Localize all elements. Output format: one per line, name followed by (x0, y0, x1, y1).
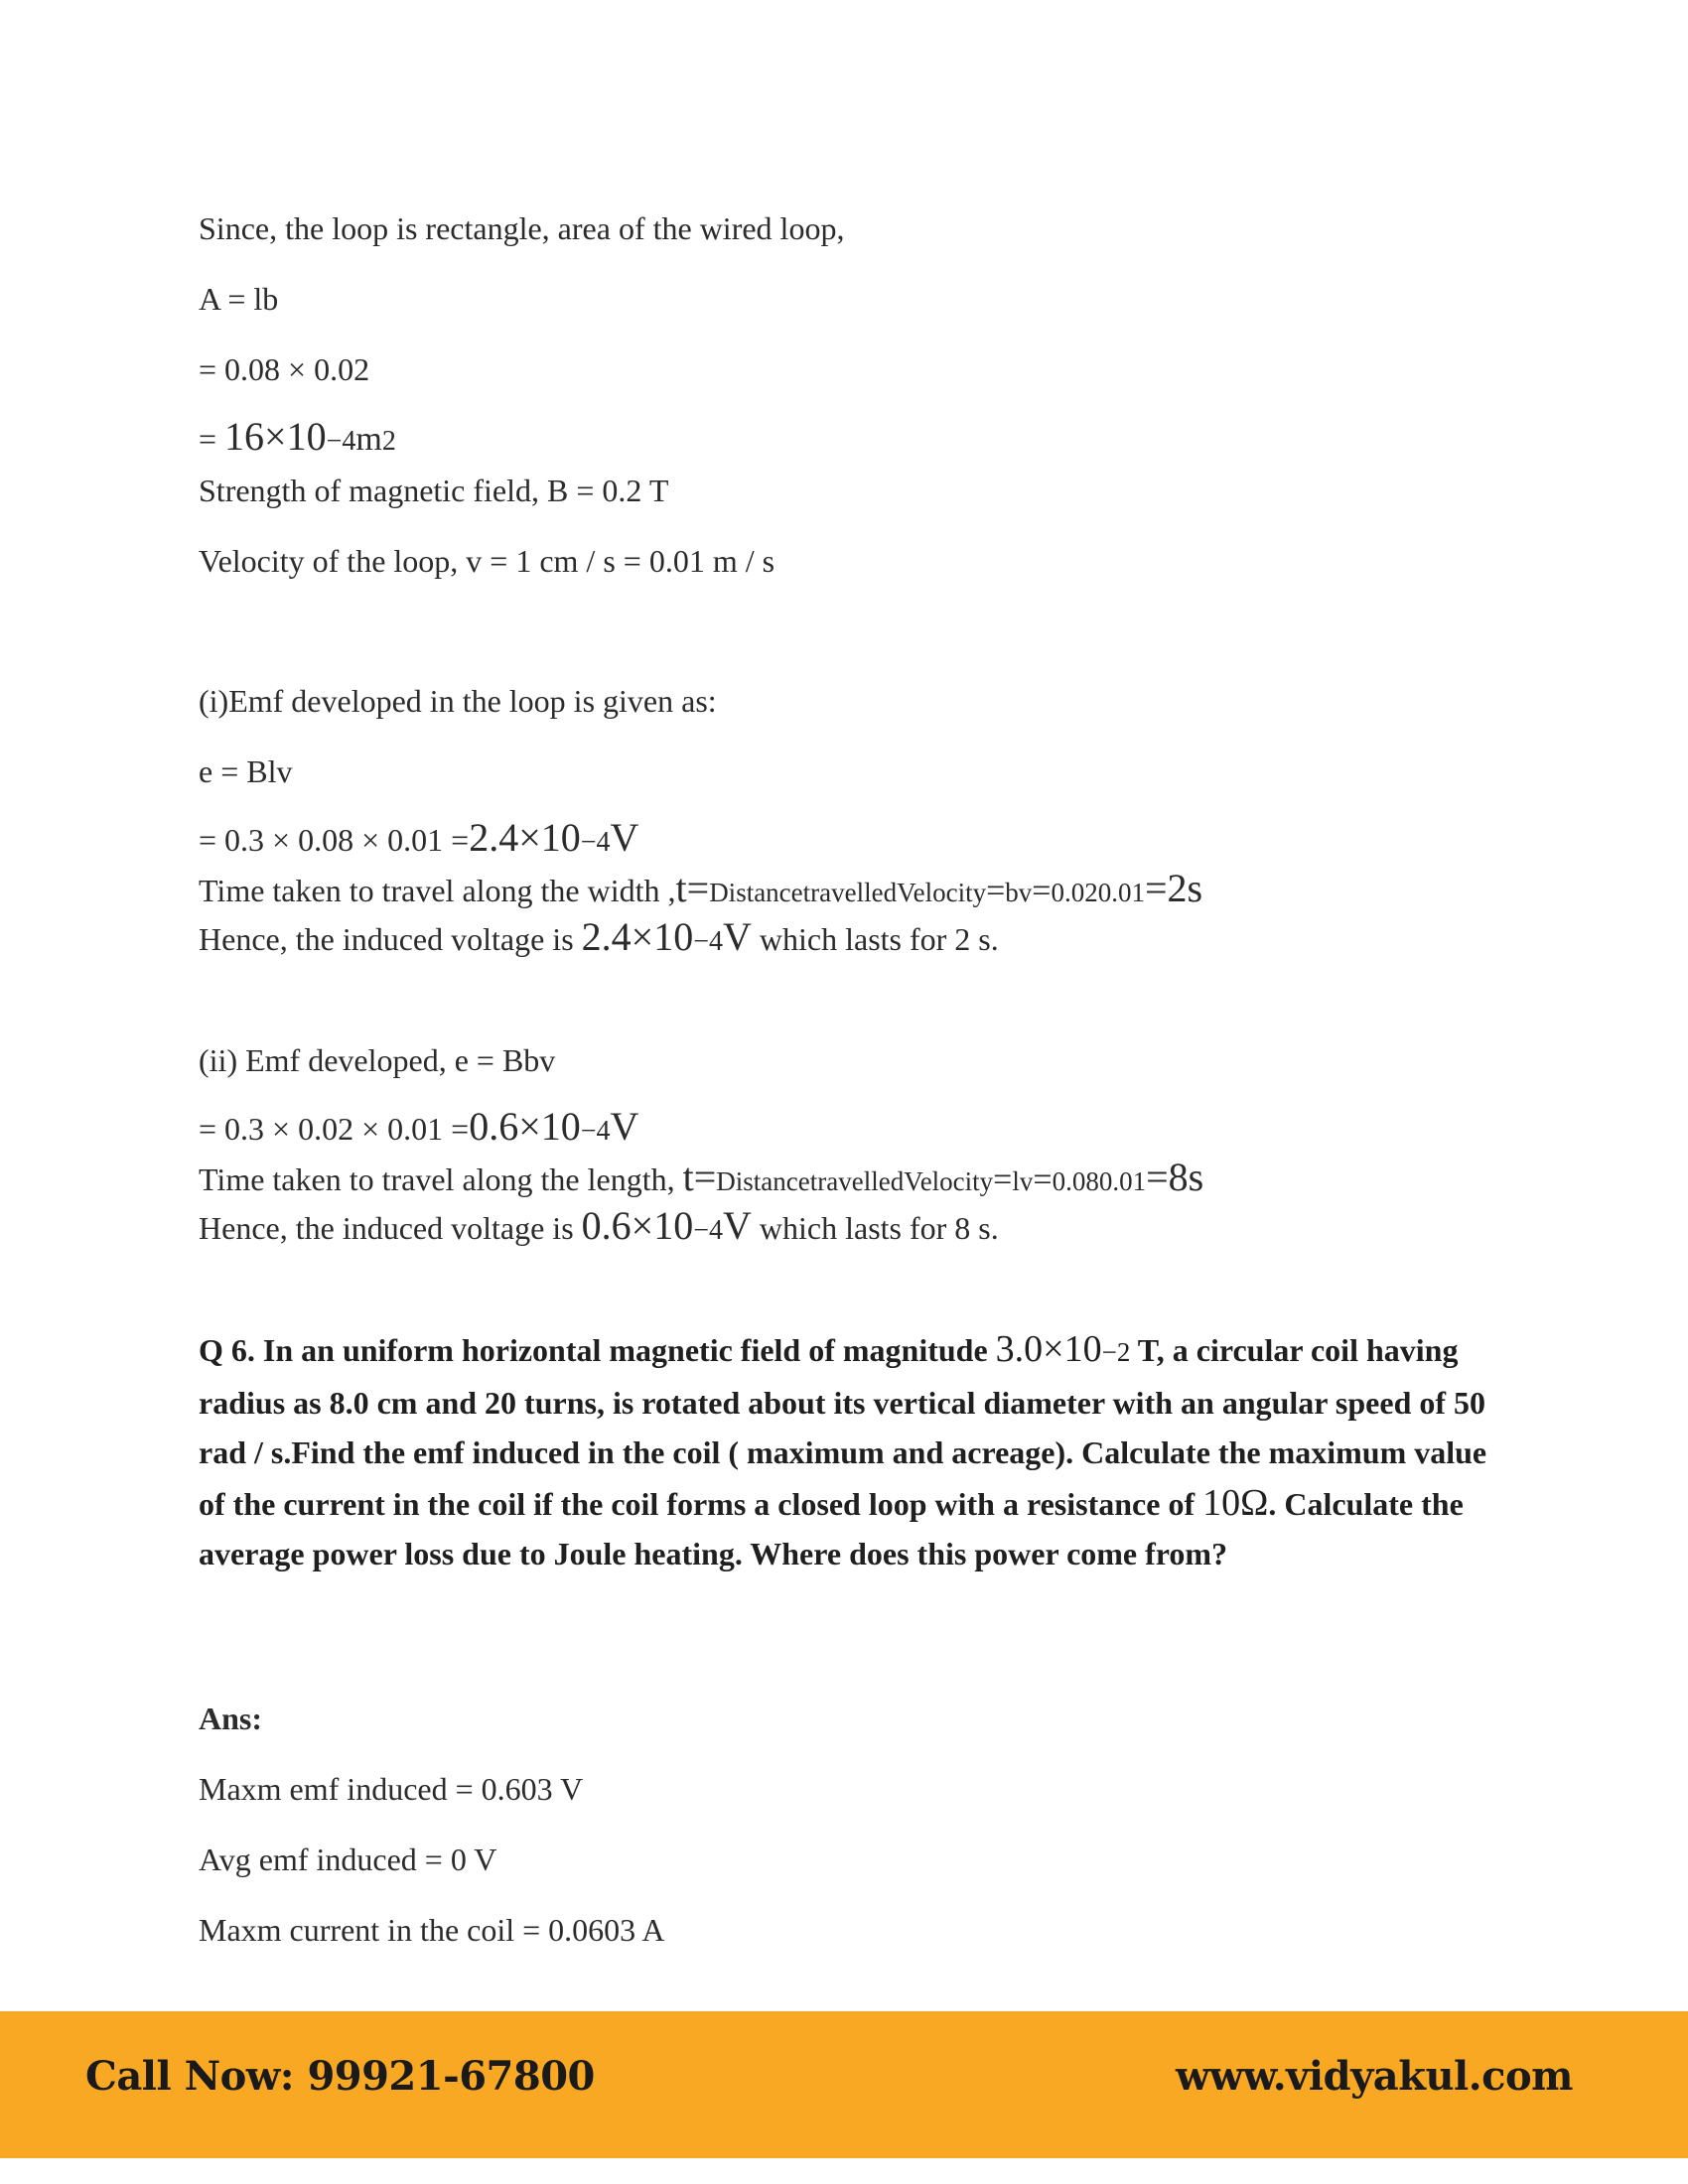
text: . Calculate the average power loss due to Joule heating. Where does this power come from? (199, 1485, 1464, 1571)
text: Hence, the induced voltage is (199, 921, 582, 957)
math: = (993, 1161, 1013, 1198)
text: which lasts for 2 s. (751, 921, 999, 957)
math: 0.6×10 (469, 1104, 581, 1149)
math-exponent: −2 (1101, 1337, 1131, 1367)
text: Hence, the induced voltage is (199, 1210, 582, 1246)
text-line-time-length (199, 1155, 1204, 1201)
math-fraction: DistancetravelledVelocity (709, 878, 987, 907)
math: 16×10 (224, 414, 327, 459)
text: = 0.3 × 0.02 × 0.01 = (199, 1111, 470, 1147)
answer-max-emf: Maxm emf induced = 0.603 V (199, 1771, 584, 1807)
math-exponent: −4 (326, 426, 356, 457)
math-exponent: −4 (580, 1116, 611, 1147)
math: 0.6×10 (581, 1203, 694, 1248)
text: Q 6. In an uniform horizontal magnetic field of magnitude (199, 1332, 996, 1368)
math-unit: V (610, 815, 639, 860)
text: which lasts for 8 s. (751, 1210, 999, 1246)
text-line-time-width (199, 866, 1203, 912)
text-line-conclusion-ii (199, 1203, 999, 1251)
text-line-part-ii-heading: (ii) Emf developed, e = Bbv (199, 1042, 556, 1078)
text: T, a circular coil having radius as 8.0 cm and 20 turns, is rotated about its vertical diameter with an angular speed of 50 rad / s.Find the emf induced in the coil ( maximum and acreage). Calculate the maximum value of the current in the coil if the coil forms a closed loop with a resistance of (199, 1332, 1487, 1522)
math-unit: V (723, 1203, 752, 1248)
footer-website[interactable]: www.vidyakul.com (1175, 2053, 1573, 2100)
math-unit: V (610, 1104, 639, 1149)
text-line-area-result (199, 414, 396, 462)
footer-call-now: Call Now: 99921-67800 (85, 2053, 595, 2100)
text: = (199, 421, 225, 457)
math-unit: s (1188, 1155, 1204, 1199)
math-fraction: 0.080.01 (1052, 1166, 1147, 1196)
answer-max-current: Maxm current in the coil = 0.0603 A (199, 1912, 665, 1948)
answer-avg-emf: Avg emf induced = 0 V (199, 1842, 497, 1877)
math-fraction: 0.020.01 (1051, 878, 1145, 907)
math-fraction: DistancetravelledVelocity (716, 1166, 994, 1196)
math: = (1033, 1161, 1053, 1198)
math-unit: m (355, 421, 382, 458)
text-line-emf-ii-result (199, 1104, 639, 1152)
text-line-conclusion-i (199, 914, 999, 962)
text-line-area-intro: Since, the loop is rectangle, area of the wired loop, (199, 210, 845, 246)
text: = 0.3 × 0.08 × 0.01 = (199, 822, 470, 858)
math: =8 (1146, 1155, 1189, 1199)
text-line-area-formula: A = lb (199, 281, 279, 317)
question-paragraph (199, 1324, 1489, 1579)
math: 2.4×10 (469, 815, 581, 860)
text-line-emf-formula: e = Blv (199, 753, 293, 789)
math: = (986, 873, 1006, 909)
math: t= (682, 1155, 717, 1199)
text-line-emf-result (199, 815, 639, 863)
footer-banner (0, 2011, 1688, 2158)
math: = (1032, 873, 1052, 909)
math: 2.4×10 (581, 914, 694, 959)
text-line-field-strength: Strength of magnetic field, B = 0.2 T (199, 473, 669, 508)
text-line-velocity: Velocity of the loop, v = 1 cm / s = 0.01 m / s (199, 543, 775, 579)
math-exponent: 2 (381, 426, 396, 457)
math-exponent: −4 (693, 926, 723, 957)
math: 10Ω (1202, 1481, 1269, 1524)
math: t= (675, 866, 710, 910)
math: 3.0×10 (995, 1328, 1102, 1370)
text-line-part-i-heading: (i)Emf developed in the loop is given as: (199, 683, 717, 719)
text: Time taken to travel along the width , (199, 873, 676, 908)
text-line-area-values: = 0.08 × 0.02 (199, 351, 370, 387)
math-exponent: −4 (580, 827, 611, 858)
math-unit: V (723, 914, 752, 959)
text: Time taken to travel along the length, (199, 1161, 683, 1197)
math-fraction: lv (1012, 1166, 1034, 1196)
math-unit: s (1187, 866, 1203, 910)
math-fraction: bv (1005, 878, 1033, 907)
math-exponent: −4 (693, 1215, 723, 1246)
math: =2 (1144, 866, 1188, 910)
answer-label: Ans: (199, 1701, 263, 1736)
